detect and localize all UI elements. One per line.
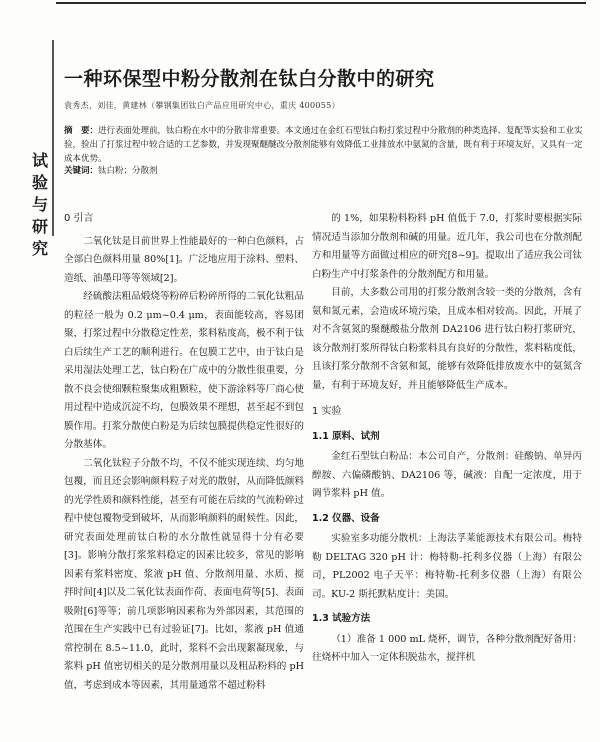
section-heading: 1.1 原料、试剂 bbox=[312, 430, 380, 442]
keywords-text: 钛白粉；分散剂 bbox=[98, 166, 158, 176]
paragraph: 实验室多功能分散机：上海法孚莱能源技术有限公司。梅特勒 DELTAG 320 pH 计：梅特勒-托利多仪器（上海）有限公司，PL2002 电子天平：梅特勒-托利多仪器（上海）有限公司。KU-2 斯托默粘度计：美国。 bbox=[312, 533, 582, 600]
keywords-label: 关键词： bbox=[64, 166, 99, 176]
paragraph: 目前，大多数公司用的打浆分散剂含较一类的分散剂，含有氨和氮元素，会造成环境污染，且成本相对较高。因此，开展了对不含氨氮的聚醚酸盐分散剂 DA2106 进行钛白粉打浆研究，该分散剂打浆所得钛白粉浆料具有良好的分散性，浆料粘度低，且该打浆分散剂不含氨和氮，能够有效降低排放废水中的氨氮含量，有利于环境友好，并且能够降低生产成本。 bbox=[312, 287, 582, 391]
abstract bbox=[64, 124, 584, 166]
authors: 袁秀杰，刘佳，黄建林（攀钢集团钛白产品应用研究中心，重庆 400055） bbox=[64, 101, 340, 110]
section-heading: 0 引言 bbox=[64, 213, 94, 224]
paragraph: 二氧化钛是目前世界上性能最好的一种白色颜料，占全部白色颜料用量 80%[1]。广泛地应用于涂料、塑料、造纸、油墨印等等领域[2]。 bbox=[64, 235, 304, 284]
section-heading: 1.3 试验方法 bbox=[312, 613, 371, 624]
keywords bbox=[64, 164, 584, 178]
abstract-text: 进行表面处理前，钛白粉在水中的分散非常重要。本文通过在金红石型钛白粉打浆过程中分散剂的种类选择、复配等实验和工业实验，验出了打浆过程中较合适的工艺参数，并发现聚醚醚改分散剂能够有效降低工业排放水中氨氮的含量，既有利于环境友好，又具有一定成本优势。 bbox=[64, 126, 583, 164]
left-column bbox=[64, 210, 304, 695]
section-heading: 1.2 仪器、设备 bbox=[312, 512, 380, 524]
section-heading: 1 实验 bbox=[312, 406, 342, 417]
abstract-label: 摘 要： bbox=[64, 126, 99, 136]
section-label: 试验与研究 bbox=[31, 151, 48, 258]
paragraph: 二氧化钛粒子分散不均，不仅不能实现连续、均匀地包覆，而且还会影响颜料粒子对光的散射，从而降低颜料的光学性质和颜料性能，甚至有可能在后续的气流粉碎过程中使包覆物受到破坏，从而影响颜料的耐候性。因此，研究表面处理前钛白粉的水分散性就显得十分有必要[3]。影响分散打浆浆料稳定的因素比较多，常见的影响因素有浆料密度、浆液 pH 值、分散剂用量、水质、搅拌时间[4]以及二氧化钛表面作荷、表面电荷等[5]、表面吸附[6]等等；前几项影响因素称为外部因素，其范围的范围在生产实践中已有过验证[7]。比如，浆液 pH 值通常控制在 8.5~11.0，此时，浆料不会出现絮凝现象，与浆料 pH 值密切相关的是分散剂用量以及粗品粉料的 pH 值，考虑到成本等因素，其用量通常不超过粉料 bbox=[64, 457, 304, 691]
side-rule bbox=[52, 40, 54, 236]
paragraph: 的 1%，如果粉料粉料 pH 值低于 7.0，打浆时要根据实际情况适当添加分散剂和碱的用量。近几年，我公司也在分散剂配方和用量等方面做过相应的研究[8~9]。提取出了适应我公司钛白粉生产中打浆条件的分散剂配方和用量。 bbox=[312, 213, 582, 280]
paragraph: 金红石型钛白粉品：本公司自产，分散剂：硅酸钠、单异丙醇胺、六偏磷酸钠、DA2106 等，碱液：自配一定浓度，用于调节浆料 pH 值。 bbox=[312, 451, 582, 499]
paragraph: 经硫酸法粗品煅烧等粉碎后粉碎所得的二氧化钛粗品的粒径一般为 0.2 μm~0.4 μm，表面能较高，容易团聚，打浆过程中分散稳定性差，浆料粘度高，极不利于钛白后续生产工艺的顺利进行。在包膜工艺中，由于钛白是采用湿法处理工艺，钛白粉在广成中的分散性很重要，分散不良会使细颗粒聚集成粗颗粒，使下游涂料等厂商心使用过程中造成沉淀不均，包膜效果不理想，甚至起不到包膜作用。打浆分散使白粉是为后续包膜提供稳定性很好的分散基体。 bbox=[64, 291, 304, 450]
right-column bbox=[312, 210, 582, 668]
top-rule bbox=[56, 2, 586, 4]
paragraph: （1）准备 1 000 mL 烧杯，调节，各种分散剂配好备用：往烧杯中加入一定体积脱盐水，搅拌机 bbox=[312, 633, 582, 663]
paper-title: 一种环保型中粉分散剂在钛白分散中的研究 bbox=[64, 68, 435, 90]
